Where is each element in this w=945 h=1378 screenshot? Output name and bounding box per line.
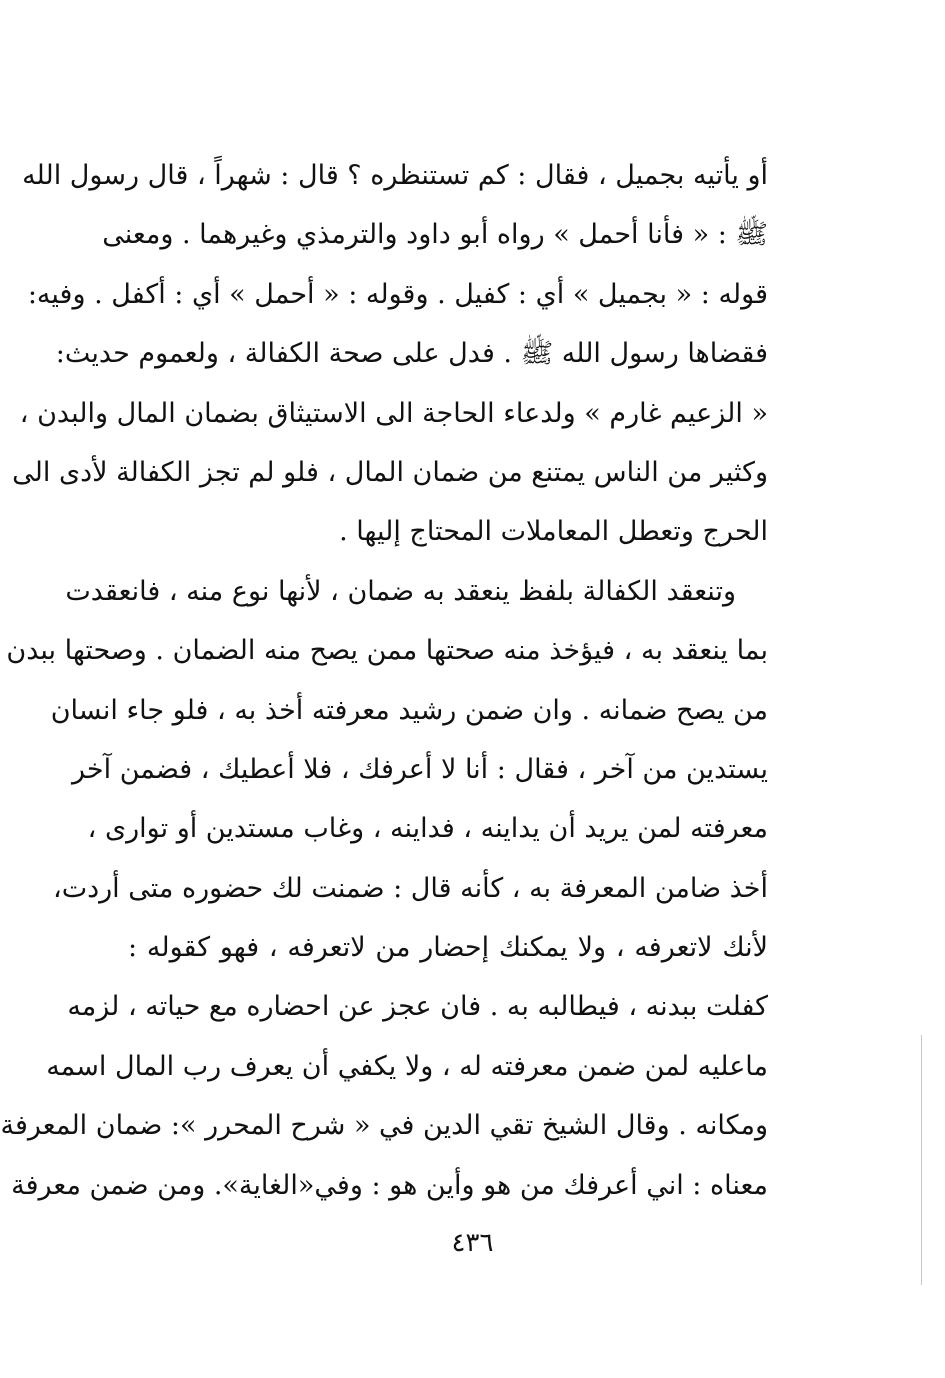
text-line: أخذ ضامن المعرفة به ، كأنه قال : ضمنت لك حضوره متى أردت،: [52, 872, 768, 904]
text-line: يستدين من آخر ، فقال : أنا لا أعرفك ، فلا أعطيك ، فضمن آخر: [72, 753, 768, 785]
text-line: وكثير من الناس يمتنع من ضمان المال ، فلو لم تجز الكفالة لأدى الى: [12, 456, 768, 488]
text-line: الحرج وتعطل المعاملات المحتاج إليها .: [339, 516, 768, 548]
text-line: كفلت ببدنه ، فيطالبه به . فان عجز عن احضاره مع حياته ، لزمه: [67, 991, 768, 1023]
text-line: ﷺ : « فأنا أحمل » رواه أبو داود والترمذي وغيرهما . ومعنى: [102, 219, 768, 251]
text-line: ماعليه لمن ضمن معرفته له ، ولا يكفي أن يعرف رب المال اسمه: [46, 1050, 768, 1082]
body-text: [0, 146, 768, 1215]
text-line: معناه : اني أعرفك من هو وأين هو : وفي«الغاية». ومن ضمن معرفة: [11, 1169, 768, 1201]
text-line: قوله : « بجميل » أي : كفيل . وقوله : « أحمل » أي : أكفل . وفيه:: [27, 278, 768, 310]
text-line: لأنك لاتعرفه ، ولا يمكنك إحضار من لاتعرفه ، فهو كقوله :: [128, 932, 768, 964]
text-line: ومكانه . وقال الشيخ تقي الدين في « شرح المحرر »: ضمان المعرفة: [0, 1110, 768, 1142]
text-line: أو يأتيه بجميل ، فقال : كم تستنظره ؟ قال : شهراً ، قال رسول الله: [22, 160, 768, 191]
page-number: ٤٣٦: [451, 1228, 494, 1258]
paragraph-start-line: وتنعقد الكفالة بلفظ ينعقد به ضمان ، لأنها نوع منه ، فانعقدت: [65, 575, 736, 607]
text-line: من يصح ضمانه . وان ضمن رشيد معرفته أخذ به ، فلو جاء انسان: [50, 694, 768, 726]
text-line: معرفته لمن يريد أن يداينه ، فداينه ، وغاب مستدين أو توارى ،: [87, 813, 768, 845]
text-line: فقضاها رسول الله ﷺ . فدل على صحة الكفالة ، ولعموم حديث:: [55, 338, 768, 370]
text-line: بما ينعقد به ، فيؤخذ منه صحتها ممن يصح منه الضمان . وصحتها ببدن: [6, 635, 768, 667]
text-line: « الزعيم غارم » ولدعاء الحاجة الى الاستيثاق بضمان المال والبدن ،: [19, 397, 768, 429]
scan-edge-line: [921, 1035, 922, 1285]
